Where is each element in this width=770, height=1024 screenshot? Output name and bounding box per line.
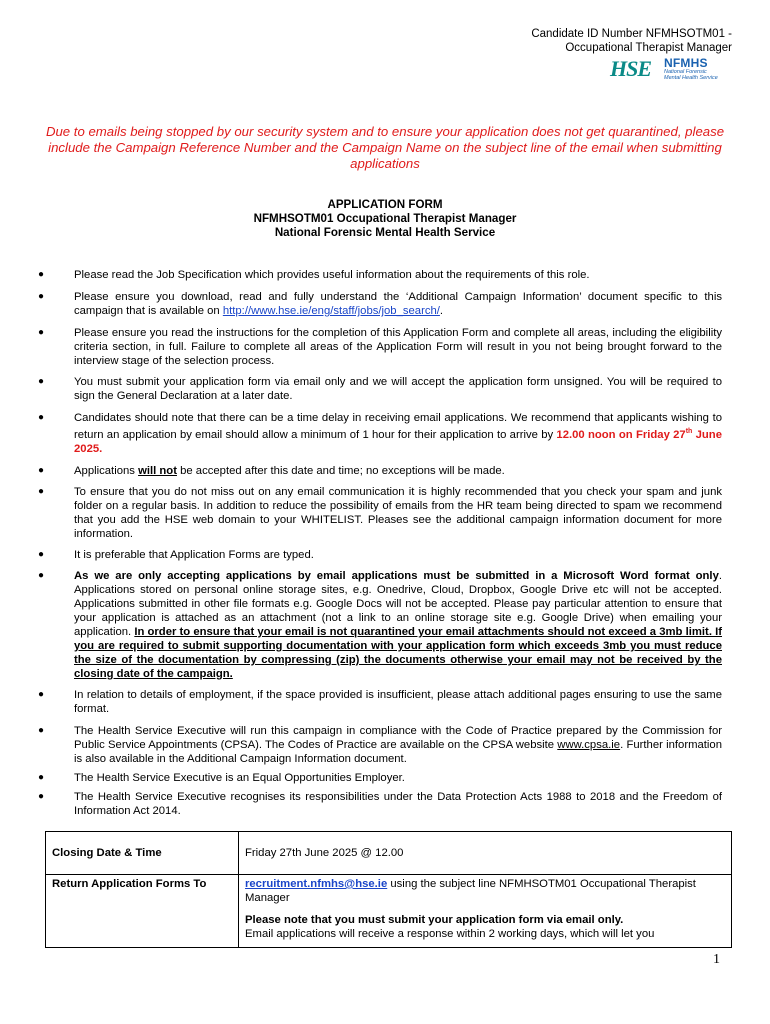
list-item (36, 268, 722, 282)
item-text: . Applications stored on personal online storage sites, e.g. Onedrive, Cloud, Dropbox, Google Drive etc will not be accepted. Applications submitted in other file formats e.g. Google Docs will not be accepted. Please pay particular attention to ensure that your application is attached as an attachment (not a link to an online storage site e.g. Google Drive) when emailing your application. (74, 569, 722, 638)
item-text: The Health Service Executive recognises its responsibilities under the Data Protection Acts 1988 to 2018 and the Freedom of Information Act 2014. (74, 790, 722, 817)
logos (610, 56, 735, 84)
bullet-icon: ● (38, 291, 45, 302)
page-number: 1 (713, 952, 720, 967)
form-title: APPLICATION FORM (327, 198, 443, 211)
item-text: Please ensure you read the instructions for the completion of this Application Form and complete all areas, including the eligibility criteria section, in full. Failure to complete all areas of the Application Form will result in you not being brought forward to the interview stage of the selection process. (74, 327, 722, 367)
list-item (36, 464, 722, 478)
item-text: To ensure that you do not miss out on any email communication it is highly recommended that you check your spam and junk folder on a regular basis. In addition to reduce the possibility of emails from the HR team being directed to spam we recommend that you add the HSE web domain to your WHITELIST. Pleases see the additional campaign information document for more information. (74, 485, 722, 540)
deadline-b: June 2025. (74, 428, 722, 455)
bullet-icon: ● (38, 327, 45, 338)
word-format-text: As we are only accepting applications by email applications must be submitted in a Microsoft Word format only (74, 569, 719, 582)
attachment-limit-text: In order to ensure that your email is not quarantined your email attachments should not exceed a 3mb limit. If you are required to submit supporting documentation with your application form which exceeds 3mb you must reduce the size of the documentation by compressing (zip) the documents otherwise your email may not be received by the closing date of the campaign. (74, 625, 723, 680)
item-text: It is preferable that Application Forms are typed. (74, 548, 314, 561)
nfmhs-logo-subtitle (664, 69, 734, 81)
nfmhs-logo: NFMHS (664, 56, 708, 70)
item-text: Applications (74, 464, 139, 477)
bullet-icon: ● (38, 724, 45, 736)
bullet-icon: ● (38, 485, 45, 497)
list-item (36, 688, 722, 716)
list-item (36, 548, 722, 562)
item-text: Please ensure you download, read and fully understand the ‘Additional Campaign Information’ document specific to this campaign that is available on (74, 291, 722, 317)
item-text: You must submit your application form via email only and we will accept the application form unsigned. You will be required to sign the General Declaration at a later date. (74, 376, 722, 402)
bullet-icon: ● (38, 412, 45, 423)
list-item (36, 375, 722, 403)
nfmhs-sub-1: National Forensic (664, 69, 707, 75)
return-forms-value (239, 875, 732, 948)
nfmhs-sub-2: Mental Health Service (664, 75, 718, 81)
closing-date-value: Friday 27th June 2025 @ 12.00 (239, 832, 732, 875)
item-text: The Health Service Executive will run this campaign in compliance with the Code of Practice prepared by the Commission for Public Service Appointments (CPSA). The Codes of Practice are available on the CPSA website (74, 724, 722, 751)
will-not-text: will not (138, 464, 177, 477)
list-item (36, 411, 722, 456)
item-text: In relation to details of employment, if the space provided is insufficient, please attach additional pages ensuring to use the same format. (74, 688, 722, 715)
security-notice: Due to emails being stopped by our security system and to ensure your application does not get quarantined, please include the Campaign Reference Number and the Campaign Name on the subject line of the email when submitting applications (45, 124, 725, 171)
hse-logo: HSE (610, 56, 652, 81)
job-search-link[interactable]: http://www.hse.ie/eng/staff/jobs/job_search/ (222, 305, 440, 317)
email-only-note: Please note that you must submit your application form via email only. (245, 914, 624, 926)
recruitment-email-link[interactable]: recruitment.nfmhs@hse.ie (245, 878, 388, 890)
list-item (36, 290, 722, 318)
item-text-end: . Further information is also available in the Additional Campaign Information document. (74, 738, 722, 765)
deadline-sup: th (685, 428, 693, 435)
header-line-1: Candidate ID Number NFMHSOTM01 - (531, 28, 732, 40)
list-item (36, 485, 722, 541)
list-item (36, 326, 722, 368)
header-line-2: Occupational Therapist Manager (565, 42, 732, 54)
header-candidate-id (531, 27, 732, 55)
item-text-end: be accepted after this date and time; no exceptions will be made. (176, 464, 505, 477)
subject-line-text: using the subject line NFMHSOTM01 Occupational Therapist Manager (245, 878, 696, 904)
deadline-a: 12.00 noon on Friday 27 (556, 428, 686, 441)
service-title: National Forensic Mental Health Service (274, 226, 496, 239)
table-row (46, 832, 732, 875)
item-text: Please read the Job Specification which provides useful information about the requirements of this role. (74, 269, 590, 281)
list-item (36, 724, 722, 766)
list-item (36, 790, 722, 818)
cpsa-link[interactable]: www.cpsa.ie (557, 738, 621, 751)
closing-details-table (45, 831, 732, 948)
item-text: The Health Service Executive is an Equal Opportunities Employer. (74, 771, 405, 784)
bullet-icon: ● (38, 376, 45, 387)
bullet-icon: ● (38, 269, 45, 280)
instructions-list (36, 268, 722, 818)
item-text: Candidates should note that there can be a time delay in receiving email applications. We recommend that applicants wishing to return an application by email should allow a minimum of 1 hour for their application to arrive by (74, 412, 722, 441)
return-forms-label: Return Application Forms To (46, 875, 239, 948)
bullet-icon: ● (38, 569, 45, 581)
bullet-icon: ● (38, 688, 45, 700)
form-titles (40, 198, 730, 240)
bullet-icon: ● (38, 548, 45, 560)
response-note: Email applications will receive a response within 2 working days, which will let you (245, 928, 655, 940)
campaign-title: NFMHSOTM01 Occupational Therapist Manager (253, 212, 517, 225)
bullet-icon: ● (38, 771, 45, 783)
closing-date-label: Closing Date & Time (46, 832, 239, 875)
bullet-icon: ● (38, 790, 45, 802)
list-item (36, 771, 722, 785)
table-row (46, 875, 732, 948)
item-text-end: . (439, 305, 444, 317)
list-item (36, 569, 722, 681)
bullet-icon: ● (38, 464, 45, 476)
